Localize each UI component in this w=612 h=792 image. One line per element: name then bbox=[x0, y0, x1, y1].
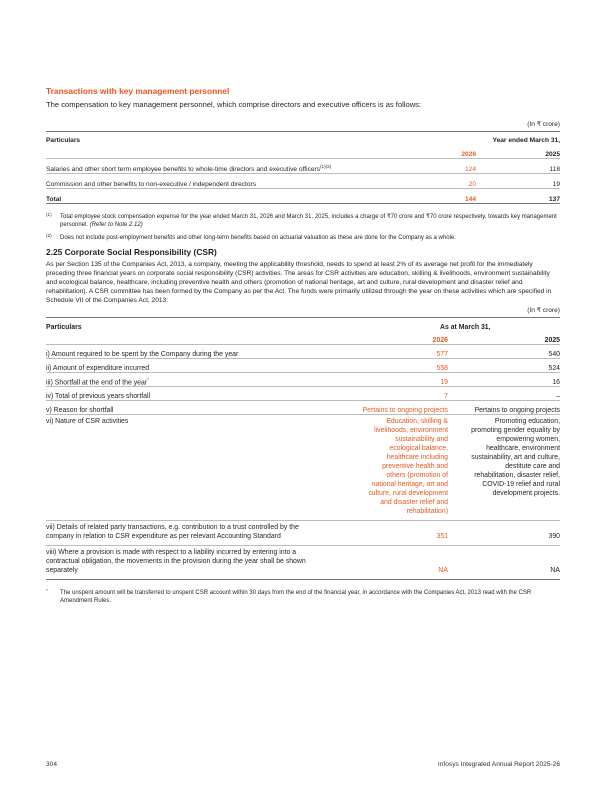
row-current: 7 bbox=[352, 387, 456, 401]
row-current: 351 bbox=[352, 520, 456, 545]
row-current: 19 bbox=[352, 373, 456, 387]
year-current: 2026 bbox=[461, 151, 476, 158]
row-current: 558 bbox=[352, 359, 456, 373]
year-current: 2026 bbox=[432, 337, 448, 345]
year-row bbox=[46, 331, 560, 345]
row-label: vii) Details of related party transactions, e.g. contribution to a trust controlled by the company in relation to CSR expenditure as per relevant Accounting Standard bbox=[46, 520, 352, 545]
row-previous: 16 bbox=[456, 373, 560, 387]
row-current: NA bbox=[352, 545, 456, 579]
page-content bbox=[46, 86, 560, 610]
table-row bbox=[46, 401, 560, 415]
row-sup: (1)(2) bbox=[320, 163, 332, 169]
note-2 bbox=[46, 234, 560, 242]
table2-unit: (In ₹ crore) bbox=[527, 307, 560, 315]
row-label: Commission and other benefits to non-executive / independent directors bbox=[46, 174, 430, 189]
total-label: Total bbox=[46, 189, 430, 204]
note-1 bbox=[46, 213, 560, 229]
note-marker: (1) bbox=[46, 212, 52, 217]
row-label: iv) Total of previous years shortfall bbox=[46, 387, 352, 401]
row-previous: Pertains to ongoing projects bbox=[456, 401, 560, 415]
table-row bbox=[46, 387, 560, 401]
total-previous: 137 bbox=[500, 189, 560, 204]
row-current: 577 bbox=[352, 345, 456, 359]
table-header-row bbox=[46, 132, 560, 145]
csr-title: 2.25 Corporate Social Responsibility (CSR) bbox=[46, 247, 217, 258]
section-title: Transactions with key management personnel bbox=[46, 86, 230, 96]
row-previous: 118 bbox=[500, 159, 560, 174]
row-previous: – bbox=[456, 387, 560, 401]
row-current: 124 bbox=[430, 159, 500, 174]
row-current: Education, skilling & livelihoods, environment sustainability and ecological balance, healthcare including preventive health and others (promotion of national heritage, art and culture, rural development and disaster relief and rehabilitation) bbox=[352, 415, 456, 521]
note-marker: (2) bbox=[46, 233, 52, 239]
year-previous: 2025 bbox=[544, 337, 560, 345]
col-particulars: Particulars bbox=[46, 318, 352, 332]
report-title: Infosys Integrated Annual Report 2025-26 bbox=[437, 761, 560, 768]
csr-table bbox=[46, 317, 560, 580]
table-header-row bbox=[46, 318, 560, 332]
row-previous: 524 bbox=[456, 359, 560, 373]
row-label: Salaries and other short term employee benefits to whole-time directors and executive officers bbox=[46, 166, 321, 173]
year-previous: 2025 bbox=[545, 151, 560, 158]
table-row bbox=[46, 359, 560, 373]
row-previous: 19 bbox=[500, 174, 560, 189]
table-row bbox=[46, 159, 560, 174]
col-period: Year ended March 31, bbox=[430, 132, 560, 145]
row-current: 20 bbox=[430, 174, 500, 189]
table-row bbox=[46, 174, 560, 189]
row-label: ii) Amount of expenditure incurred bbox=[46, 359, 352, 373]
row-current: Pertains to ongoing projects bbox=[352, 401, 456, 415]
note-text: Total employee stock compensation expense for the year ended March 31, 2026 and March 31, 2025, includes a charge of ₹70 crore and ₹70 crore respectively, towards key management personnel. bbox=[60, 214, 557, 229]
col-period: As at March 31, bbox=[352, 318, 560, 332]
page-number: 304 bbox=[46, 761, 58, 768]
note-text: Does not include post-employment benefits and other long-term benefits based on actuarial valuation as these are done for the Company as a whole. bbox=[60, 235, 456, 242]
total-current: 144 bbox=[430, 189, 500, 204]
row-label: vi) Nature of CSR activities bbox=[46, 415, 352, 521]
table-row bbox=[46, 345, 560, 359]
footnote-text: The unspent amount will be transferred to unspent CSR account within 30 days from the end of the financial year, in accordance with the Companies Act, 2013 read with the CSR Amendment Rules. bbox=[60, 589, 532, 604]
row-label: i) Amount required to be spent by the Company during the year bbox=[46, 345, 352, 359]
note-ref: (Refer to Note 2.12) bbox=[89, 222, 143, 229]
row-sup: * bbox=[147, 376, 149, 382]
table1-unit: (In ₹ crore) bbox=[527, 121, 560, 128]
row-previous: Promoting education, promoting gender equality by empowering women, healthcare, environment sustainability, art and culture, destitute care and rehabilitation, disaster relief, COVID-19 relief and rural development projects. bbox=[456, 415, 560, 521]
table-row bbox=[46, 373, 560, 387]
row-label: v) Reason for shortfall bbox=[46, 401, 352, 415]
row-label: iii) Shortfall at the end of the year bbox=[46, 379, 148, 387]
col-particulars: Particulars bbox=[46, 132, 430, 145]
table-row bbox=[46, 545, 560, 579]
section-intro: The compensation to key management personnel, which comprise directors and executive officers is as follows: bbox=[46, 100, 422, 109]
row-previous: 390 bbox=[456, 520, 560, 545]
year-row bbox=[46, 144, 560, 159]
table-row bbox=[46, 415, 560, 521]
csr-paragraph: As per Section 135 of the Companies Act, 2013, a company, meeting the applicability threshold, needs to spend at least 2% of its average net profit for the immediately preceding three financial years on corporate social responsibility (CSR) activities. The areas for CSR activities are education, skilling & livelihoods, environment sustainability and ecological balance, healthcare, including preventive health and others (promotion of national heritage, art and culture, rural development and disaster relief and rehabilitation). A CSR committee has been formed by the Company as per the Act. The funds were primarily utilized through the year on these activities which are specified in Schedule VII of the Companies Act, 2013: bbox=[46, 261, 552, 305]
footnote-marker: * bbox=[46, 587, 48, 593]
total-row bbox=[46, 189, 560, 204]
row-previous: 540 bbox=[456, 345, 560, 359]
row-previous: NA bbox=[456, 545, 560, 579]
footnote bbox=[46, 589, 560, 605]
row-label: viii) Where a provision is made with respect to a liability incurred by entering into a contractual obligation, the movements in the provision during the year shall be shown separately bbox=[46, 545, 352, 579]
kmp-compensation-table bbox=[46, 131, 560, 204]
table-row bbox=[46, 520, 560, 545]
